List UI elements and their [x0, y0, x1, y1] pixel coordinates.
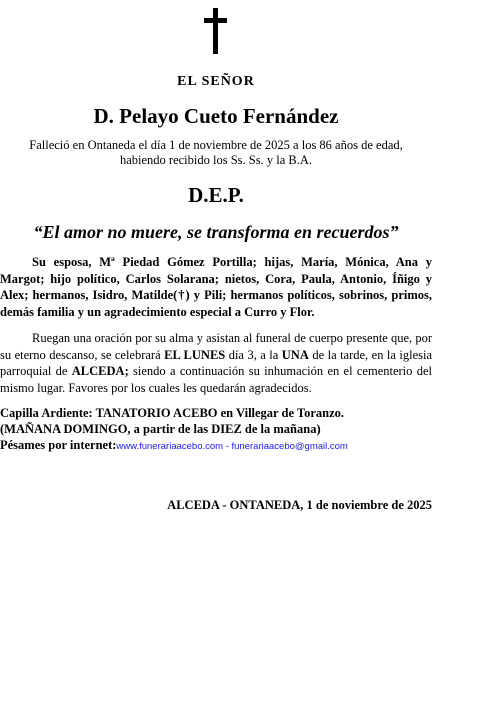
funeral-day: EL LUNES	[164, 347, 226, 362]
dep-heading: D.E.P.	[188, 183, 244, 207]
condolences-line	[0, 438, 348, 453]
condolences-label: Pésames por internet:	[0, 438, 117, 452]
condolences-links[interactable]: www.funerariaacebo.com - funerariaacebo@gmail.com	[116, 441, 348, 452]
death-notice	[0, 138, 432, 168]
funeral-text-1: Ruegan una oración por su alma y asistan al funeral de cuerpo presente que, por su eterno descanso, se celebrará	[0, 331, 432, 362]
family-paragraph	[0, 254, 432, 320]
place-date: ALCEDA - ONTANEDA, 1 de noviembre de 2025	[167, 498, 432, 512]
death-line-2: habiendo recibido los Ss. Ss. y la B.A.	[119, 153, 312, 167]
capilla-hours: (MAÑANA DOMINGO, a partir de las DIEZ de la mañana)	[0, 422, 321, 436]
deceased-name: D. Pelayo Cueto Fernández	[93, 104, 339, 128]
funeral-text-2: día 3, a la	[225, 347, 282, 362]
family-text: Su esposa, Mª Piedad Gómez Portilla; hijas, María, Mónica, Ana y Margot; hijo político, Carlos Solarana; nietos, Cora, Paula, Antonio, Íñigo y Alex; hermanos, Isidro, Matilde(†) y Pili; hermanos políticos, sobrinos, primos, demás familia y un agradecimiento especial a Curro y Flor.	[0, 255, 432, 319]
funeral-text-3: de la tarde, en la iglesia parroquial de	[0, 347, 433, 378]
funeral-paragraph	[0, 330, 432, 396]
memorial-quote: “El amor no muere, se transforma en recuerdos”	[33, 222, 399, 242]
capilla-ardiente: Capilla Ardiente: TANATORIO ACEBO en Villegar de Toranzo.	[0, 406, 345, 420]
cross-icon	[201, 8, 231, 54]
funeral-hour: UNA	[281, 347, 309, 362]
funeral-text-4: siendo a continuación su inhumación en el cementerio del mismo lugar. Favores por los cuales les quedarán agradecidos.	[0, 364, 432, 395]
funeral-place: ALCEDA;	[71, 364, 129, 378]
death-line-1: Falleció en Ontaneda el día 1 de noviembre de 2025 a los 86 años de edad,	[29, 138, 403, 152]
title-prefix: EL SEÑOR	[177, 74, 255, 89]
